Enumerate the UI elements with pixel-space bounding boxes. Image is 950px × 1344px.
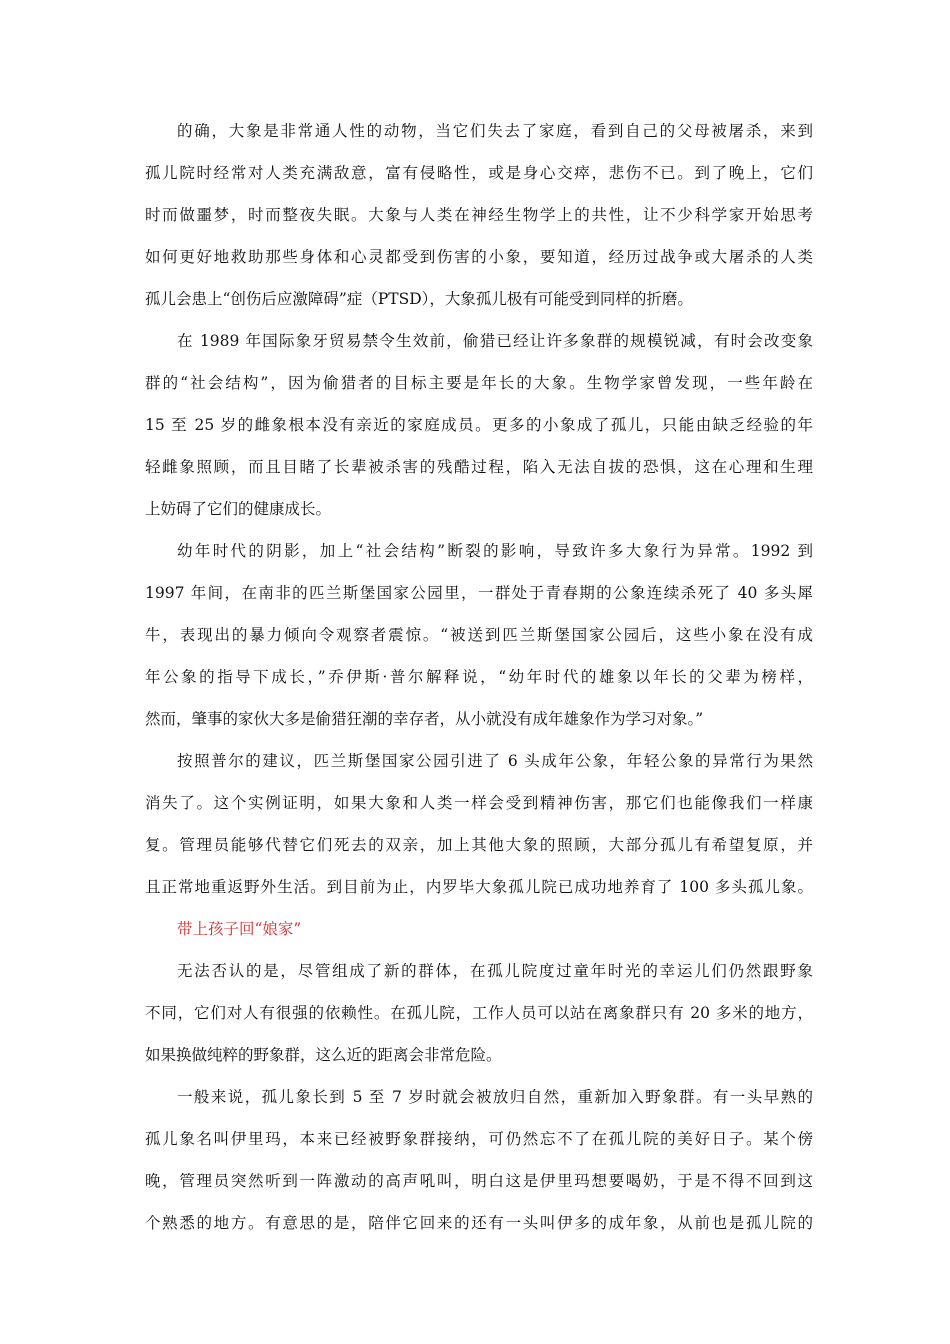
text-line: 15 至 25 岁的雌象根本没有亲近的家庭成员。更多的小象成了孤儿，只能由缺乏经验的年 [145,416,813,434]
text-line: 然而，肇事的家伙大多是偷猎狂潮的幸存者，从小就没有成年雄象作为学习对象。” [145,710,704,728]
text-line: 复。管理员能够代替它们死去的双亲，加上其他大象的照顾，大部分孤儿有希望复原，并 [145,836,813,854]
text-line: 如果换做纯粹的野象群，这么近的距离会非常危险。 [145,1046,502,1064]
text-line: 时而做噩梦，时而整夜失眠。大象与人类在神经生物学上的共性，让不少科学家开始思考 [145,206,813,224]
text-line: 个熟悉的地方。有意思的是，陪伴它回来的还有一头叫伊多的成年象，从前也是孤儿院的 [145,1214,813,1232]
text-line: 年公象的指导下成长，”乔伊斯·普尔解释说，“幼年时代的雄象以年长的父辈为榜样， [145,668,813,686]
text-line: 幼年时代的阴影，加上“社会结构”断裂的影响，导致许多大象行为异常。1992 到 [177,542,813,560]
section-heading: 带上孩子回“娘家” [177,920,302,938]
text-line: 1997 年间，在南非的匹兰斯堡国家公园里，一群处于青春期的公象连续杀死了 40 多头犀 [145,584,813,602]
text-line: 在 1989 年国际象牙贸易禁令生效前，偷猎已经让许多象群的规模锐减，有时会改变象 [177,332,813,350]
text-line: 如何更好地救助那些身体和心灵都受到伤害的小象，要知道，经历过战争或大屠杀的人类 [145,248,813,266]
text-line: 晚，管理员突然听到一阵激动的高声吼叫，明白这是伊里玛想要喝奶，于是不得不回到这 [145,1172,813,1190]
text-line: 不同，它们对人有很强的依赖性。在孤儿院，工作人员可以站在离象群只有 20 多米的地方， [145,1004,813,1022]
text-line: 孤儿会患上“创伤后应激障碍”症（PTSD），大象孤儿极有可能受到同样的折磨。 [145,290,693,308]
text-line: 无法否认的是，尽管组成了新的群体，在孤儿院度过童年时光的幸运儿们仍然跟野象 [177,962,813,980]
text-line: 牛，表现出的暴力倾向令观察者震惊。“被送到匹兰斯堡国家公园后，这些小象在没有成 [145,626,813,644]
text-line: 孤儿象名叫伊里玛，本来已经被野象群接纳，可仍然忘不了在孤儿院的美好日子。某个傍 [145,1130,813,1148]
text-line: 按照普尔的建议，匹兰斯堡国家公园引进了 6 头成年公象，年轻公象的异常行为果然 [177,752,813,770]
text-line: 轻雌象照顾，而且目睹了长辈被杀害的残酷过程，陷入无法自拔的恐惧，这在心理和生理 [145,458,813,476]
text-line: 群的“社会结构”，因为偷猎者的目标主要是年长的大象。生物学家曾发现，一些年龄在 [145,374,813,392]
text-line: 孤儿院时经常对人类充满敌意，富有侵略性，或是身心交瘁，悲伤不已。到了晚上，它们 [145,164,813,182]
text-line: 的确，大象是非常通人性的动物，当它们失去了家庭，看到自己的父母被屠杀，来到 [177,122,813,140]
text-line: 消失了。这个实例证明，如果大象和人类一样会受到精神伤害，那它们也能像我们一样康 [145,794,813,812]
text-line: 上妨碍了它们的健康成长。 [145,500,332,518]
text-line: 一般来说，孤儿象长到 5 至 7 岁时就会被放归自然，重新加入野象群。有一头早熟的 [177,1088,813,1106]
text-line: 且正常地重返野外生活。到目前为止，内罗毕大象孤儿院已成功地养育了 100 多头孤儿象。 [145,878,813,896]
